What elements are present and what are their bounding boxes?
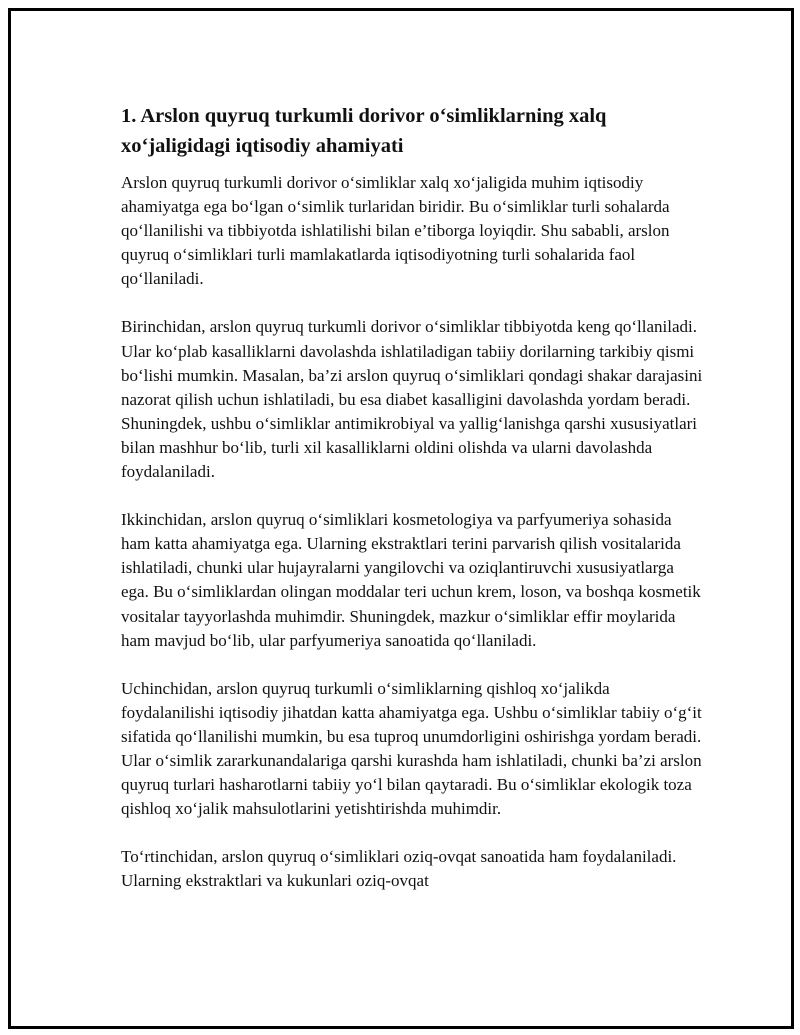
page-frame [8,8,794,1029]
paragraph-third: Uchinchidan, arslon quyruq turkumli o‘simliklarning qishloq xo‘jalikda foydalanilishi iqtisodiy jihatdan katta ahamiyatga ega. Ushbu o‘simliklar tabiiy o‘g‘it sifatida qo‘llanilishi mumkin, bu esa tuproq unumdorligini oshirishga yordam beradi. Ular o‘simlik zararkunandalariga qarshi kurashda ham ishlatiladi, chunki ba’zi arslon quyruq turlari hasharotlarni tabiiy yo‘l bilan qaytaradi. Bu o‘simliklar ekologik toza qishloq xo‘jalik mahsulotlarini yetishtirishda muhimdir. [121,678,702,819]
document-body [121,101,703,917]
paragraph-second: Ikkinchidan, arslon quyruq o‘simliklari kosmetologiya va parfyumeriya sohasida ham katta ahamiyatga ega. Ularning ekstraktlari terini parvarish qilish vositalarida ishlatiladi, chunki ular hujayralarni yangilovchi va oziqlantiruvchi xususiyatlarga ega. Bu o‘simliklardan olingan moddalar teri uchun krem, loson, va boshqa kosmetik vositalar tayyorlashda muhimdir. Shuningdek, mazkur o‘simliklar effir moylarida ham mavjud bo‘lib, ular parfyumeriya sanoatida qo‘llaniladi. [121,510,701,650]
paragraph-intro: Arslon quyruq turkumli dorivor o‘simliklar xalq xo‘jaligida muhim iqtisodiy ahamiyatga ega bo‘lgan o‘simlik turlaridan biridir. Bu o‘simliklar turli sohalarda qo‘llanilishi va tibbiyotda ishlatilishi bilan e’tiborga loyiqdir. Shu sababli, arslon quyruq o‘simliklari turli mamlakatlarda iqtisodiyotning turli sohalarida faol qo‘llaniladi. [121,173,670,289]
section-heading: 1. Arslon quyruq turkumli dorivor o‘simliklarning xalq xo‘jaligidagi iqtisodiy ahamiyati [121,105,607,157]
paragraph-first: Birinchidan, arslon quyruq turkumli dorivor o‘simliklar tibbiyotda keng qo‘llaniladi. Ular ko‘plab kasalliklarni davolashda ishlatiladigan tabiiy dorilarning tarkibiy qismi bo‘lishi mumkin. Masalan, ba’zi arslon quyruq o‘simliklari qondagi shakar darajasini nazorat qilish uchun ishlatiladi, bu esa diabet kasalligini davolashda yordam beradi. Shuningdek, ushbu o‘simliklar antimikrobiyal va yallig‘lanishga qarshi xususiyatlari bilan mashhur bo‘lib, turli xil kasalliklarni oldini olishda va ularni davolashda foydalaniladi. [121,317,703,482]
paragraph-fourth: To‘rtinchidan, arslon quyruq o‘simliklari oziq-ovqat sanoatida ham foydalaniladi. Ularning ekstraktlari va kukunlari oziq-ovqat [121,847,677,891]
